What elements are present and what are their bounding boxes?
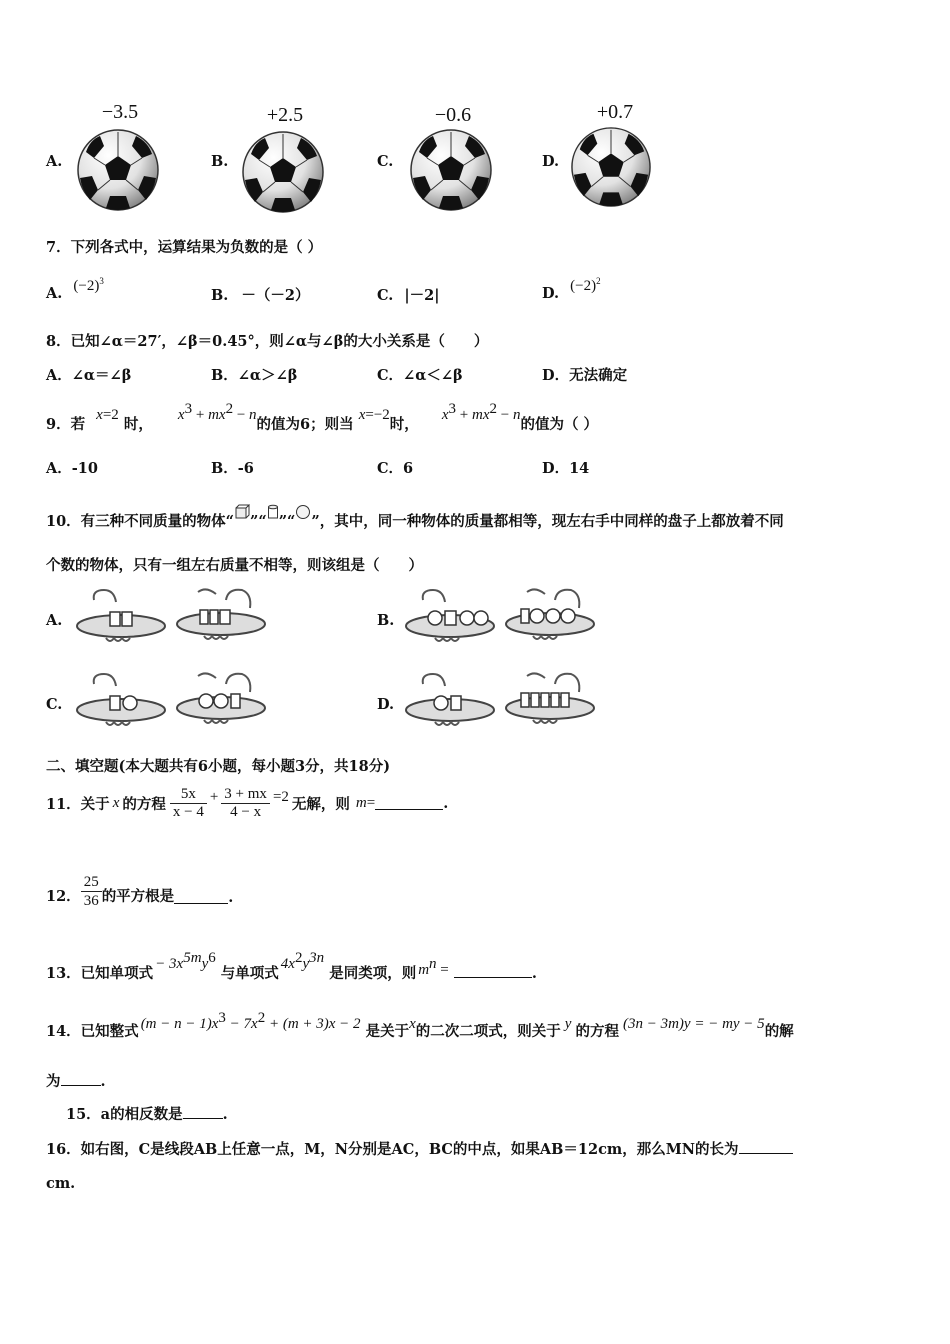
q10-option-c-label[interactable]: C. <box>46 696 63 713</box>
q16-answer-blank[interactable] <box>739 1141 793 1154</box>
q7-option-b[interactable]: B. －（－2） <box>211 287 310 304</box>
q13-monomial-2: $4x^2y^{3n}$ <box>280 950 325 972</box>
q6-option-d-value: +0.7 <box>596 101 634 123</box>
q9-option-a[interactable]: A．-10 <box>46 460 98 477</box>
q8-option-c[interactable]: C．∠α＜∠β <box>377 367 463 384</box>
q16: 16．如右图，C是线段AB上任意一点，M，N分别是AC，BC的中点，如果AB＝12cm，那么MN的长为 <box>46 1138 793 1159</box>
q8-option-d[interactable]: D．无法确定 <box>542 367 628 384</box>
q10-option-b-label[interactable]: B. <box>377 612 395 629</box>
q8-option-a[interactable]: A．∠α＝∠β <box>46 367 132 384</box>
q6-option-b-value: +2.5 <box>266 104 304 126</box>
q16-line2: cm. <box>46 1175 76 1192</box>
balance-plates-d <box>405 670 600 738</box>
q7-option-d[interactable]: D. $(-2)^2$ <box>542 276 601 302</box>
q14-polynomial: $(m - n - 1)x^3 - 7x^2 + (m + 3)x - 2$ <box>140 1010 361 1032</box>
q9-expression-2: $x^3 + mx^2 - n$ <box>441 401 521 423</box>
soccer-ball-icon <box>409 128 493 212</box>
q11-fraction-2: $\frac{3 + mx}{4 - x}$ <box>221 786 270 821</box>
q14-line2: 为 . <box>46 1073 106 1090</box>
cylinder-icon <box>267 504 279 520</box>
q12-answer-blank[interactable] <box>174 891 228 904</box>
q13-answer-blank[interactable] <box>454 965 532 978</box>
balance-plates-a <box>76 586 268 654</box>
q14-answer-blank[interactable] <box>61 1073 101 1086</box>
q9-option-d[interactable]: D．14 <box>542 460 590 477</box>
q8-option-b[interactable]: B．∠α＞∠β <box>211 367 298 384</box>
q11-fraction-1: $\frac{5x}{x - 4}$ <box>170 786 207 821</box>
q6-option-a-value: −3.5 <box>101 101 139 123</box>
soccer-ball-icon <box>76 128 160 212</box>
q9-option-c[interactable]: C．6 <box>377 460 414 477</box>
q13-monomial-1: − $3x^{5m}y^6$ <box>155 950 216 972</box>
q13: 13．已知单项式− $3x^{5m}y^6$ 与单项式$4x^2y^{3n}$ 是同类项，则 $m^n$ = . <box>46 950 537 982</box>
cube-icon <box>234 504 250 520</box>
q7-option-a[interactable]: A. $(-2)^3$ <box>46 276 104 302</box>
q14: 14．已知整式 $(m - n - 1)x^3 - 7x^2 + (m + 3)x - 2$ 是关于x的二次二项式，则关于 y 的方程 (3n − 3m)y = − my − 5的解 <box>46 1010 794 1040</box>
q8-stem: 8．已知∠α＝27′，∠β＝0.45°，则∠α与∠β的大小关系是（ ） <box>46 333 489 350</box>
q11: 11．关于 x 的方程 $\frac{5x}{x - 4}$ + $\frac{3 + mx}{4 - x}$ =2 无解，则 m = . <box>46 785 449 820</box>
q6-option-d-label[interactable]: D. <box>542 153 560 170</box>
q10-stem-line2: 个数的物体，只有一组左右质量不相等，则该组是（ ） <box>46 557 423 574</box>
q11-answer-blank[interactable] <box>375 797 443 810</box>
q7-stem: 7．下列各式中，运算结果为负数的是（ ） <box>46 239 323 256</box>
q10-option-a-label[interactable]: A. <box>46 612 63 629</box>
q10-option-d-label[interactable]: D. <box>377 696 395 713</box>
q6-option-c-value: −0.6 <box>434 104 472 126</box>
soccer-ball-icon <box>570 126 652 208</box>
q7-a-expr: $(-2)^3$ <box>73 276 104 294</box>
balance-plates-c <box>76 670 268 738</box>
soccer-ball-icon <box>241 130 325 214</box>
q6-option-c-label[interactable]: C. <box>377 153 394 170</box>
q7-d-expr: $(-2)^2$ <box>570 276 601 294</box>
q9-option-b[interactable]: B．-6 <box>211 460 254 477</box>
q10-stem: 10．有三种不同质量的物体“ ”“ ”“ ”，其中，同一种物体的质量都相等，现左右手中同样的盘子上都放着不同 <box>46 504 784 531</box>
q15: 15．a的相反数是 . <box>66 1106 228 1123</box>
q12: 12． $\frac{25}{36}$ 的平方根是 . <box>46 874 234 909</box>
q9-stem: 9．若 x=2 时， $x^3 + mx^2 - n$的值为6；则当 x=−2时， $x^3 + mx^2 - n$的值为（ ） <box>46 401 599 433</box>
balance-plates-b <box>405 586 600 654</box>
q9-expression: $x^3 + mx^2 - n$ <box>177 401 257 423</box>
q14-equation: (3n − 3m)y = − my − 5 <box>622 1015 765 1032</box>
sphere-icon <box>295 504 311 520</box>
q6-option-a-label[interactable]: A. <box>46 153 63 170</box>
q15-answer-blank[interactable] <box>183 1106 223 1119</box>
section-2-heading: 二、填空题(本大题共有6小题，每小题3分，共18分) <box>46 758 391 775</box>
q12-fraction: $\frac{25}{36}$ <box>81 873 102 910</box>
q7-option-c[interactable]: C. |－2| <box>377 287 440 304</box>
q6-option-b-label[interactable]: B. <box>211 153 229 170</box>
